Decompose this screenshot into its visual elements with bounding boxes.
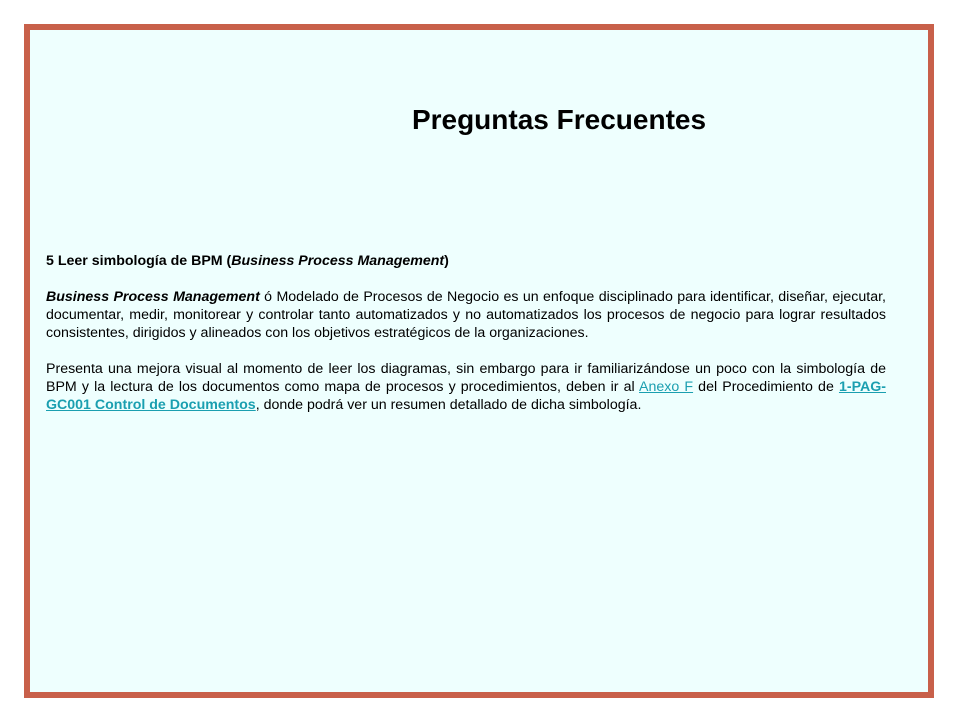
faq-question-heading [46, 252, 886, 270]
heading-suffix: ) [444, 253, 449, 269]
bpm-instructions-paragraph [46, 360, 886, 414]
page-title: Preguntas Frecuentes [411, 104, 707, 135]
bpm-definition-paragraph [46, 288, 886, 342]
instructions-text-a: Presenta una mejora visual al momento de leer los diagramas, sin embargo para ir familiarizándose un poco con la simbología de BPM y la lectura de los documentos como mapa de procesos y procedimientos, deben ir al [46, 361, 886, 395]
heading-italic: Business Process Management [231, 253, 445, 269]
control-documentos-link[interactable]: 1-PAG-GC001 Control de Documentos [46, 379, 886, 413]
faq-content [46, 252, 886, 432]
heading-prefix: 5 Leer simbología de BPM ( [46, 253, 232, 269]
instructions-text-c: , donde podrá ver un resumen detallado de dicha simbología. [255, 397, 642, 413]
bpm-term: Business Process Management [46, 289, 260, 305]
slide-frame [24, 24, 934, 698]
bpm-definition-text: ó Modelado de Procesos de Negocio es un enfoque disciplinado para identificar, diseñar, ejecutar, documentar, medir, monitorear y controlar tanto automatizados y no automatizados los procesos de negocio para lograr resultados consistentes, dirigidos y alineados con los objetivos estratégicos de la organizaciones. [46, 289, 886, 341]
instructions-text-b: del Procedimiento de [693, 379, 839, 395]
anexo-f-link[interactable]: Anexo F [639, 379, 694, 395]
